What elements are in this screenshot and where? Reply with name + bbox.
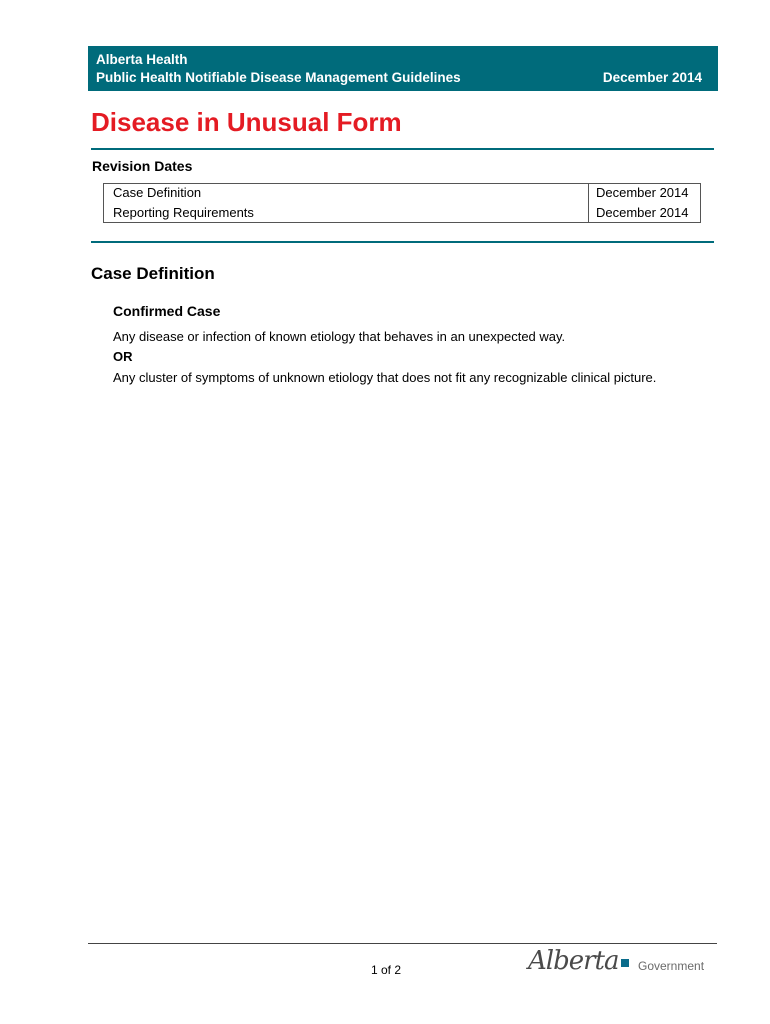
revision-date: December 2014 (596, 205, 689, 220)
alberta-wordmark: Alberta (528, 946, 619, 976)
header-band (88, 46, 718, 91)
confirmed-case-heading: Confirmed Case (113, 303, 221, 319)
section-divider-top (91, 148, 714, 150)
footer-divider (88, 943, 717, 944)
logo-government-text: Government (638, 959, 705, 973)
revision-item: Case Definition (113, 185, 202, 200)
page-number: 1 of 2 (371, 963, 402, 977)
logo-square-icon (621, 959, 629, 967)
section-divider-middle (91, 241, 714, 243)
header-organization: Alberta Health (96, 52, 188, 67)
or-separator: OR (113, 349, 133, 364)
table-row (104, 205, 700, 225)
revision-dates-heading: Revision Dates (92, 158, 193, 174)
case-definition-text-1: Any disease or infection of known etiology that behaves in an unexpected way. (113, 329, 566, 344)
case-definition-text-2: Any cluster of symptoms of unknown etiology that does not fit any recognizable clinical picture. (113, 370, 657, 385)
header-series-title: Public Health Notifiable Disease Management Guidelines (96, 70, 461, 85)
case-definition-heading: Case Definition (91, 264, 215, 283)
header-date: December 2014 (602, 70, 702, 85)
document-title: Disease in Unusual Form (91, 107, 402, 137)
revision-item: Reporting Requirements (113, 205, 254, 220)
table-row (104, 185, 700, 205)
revision-date: December 2014 (596, 185, 689, 200)
revision-table (103, 183, 701, 223)
alberta-government-logo (528, 946, 708, 980)
